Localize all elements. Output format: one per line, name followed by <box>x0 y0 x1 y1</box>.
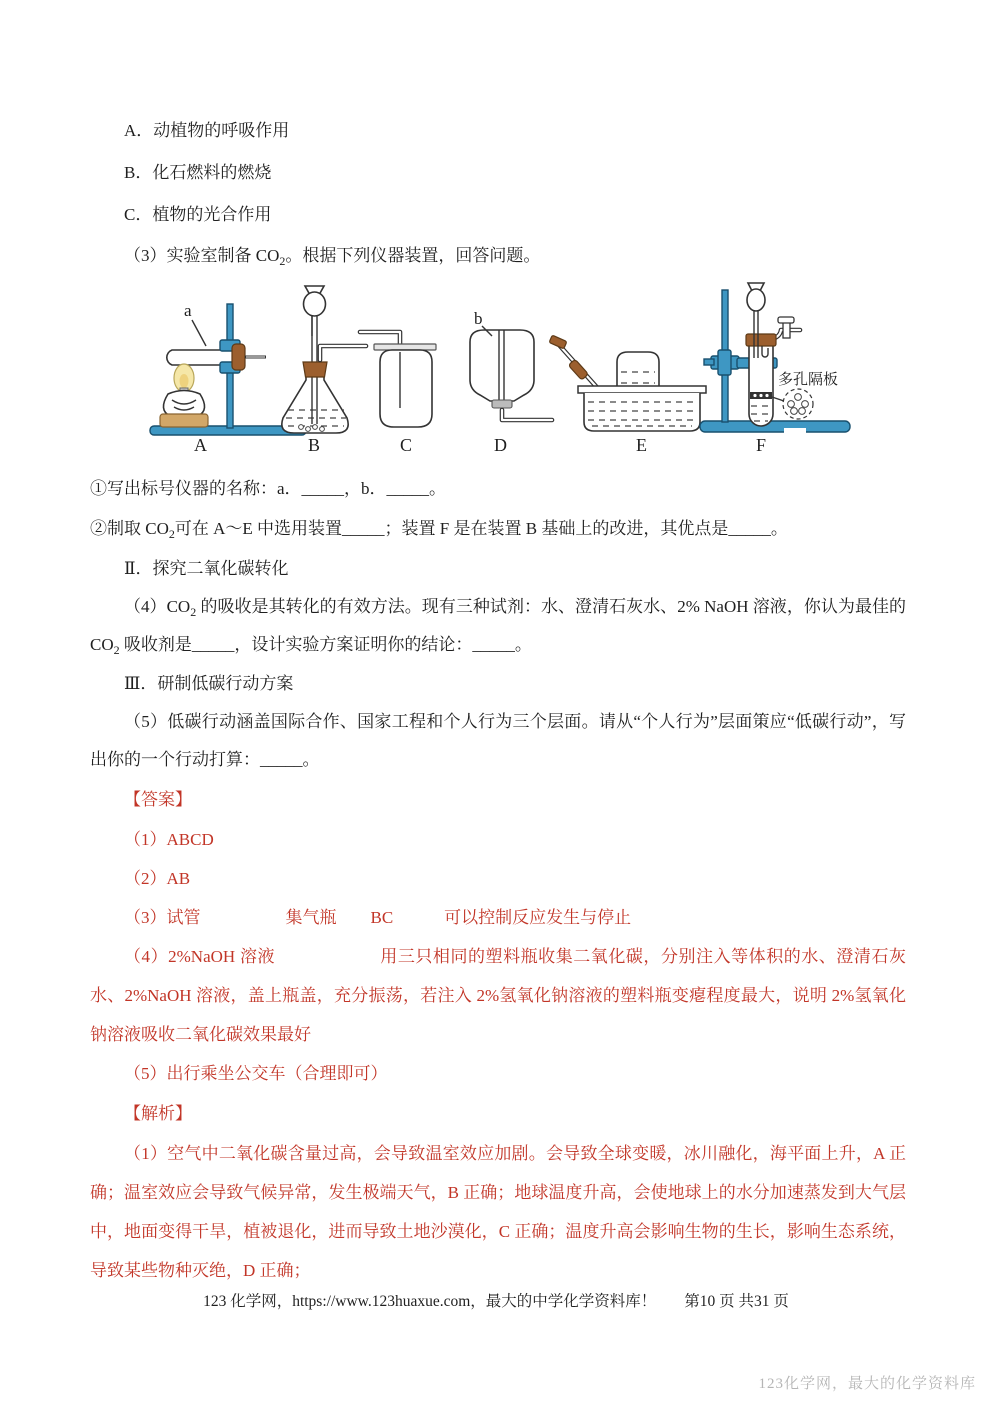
apparatus-E-water-trough <box>549 335 706 455</box>
question-3-sub1: ①写出标号仪器的名称：a．_____，b．_____。 <box>90 479 447 498</box>
apparatus-figure <box>148 280 906 463</box>
q4-subscript-2: 2 <box>113 643 120 657</box>
option-a: A．动植物的呼吸作用 <box>124 121 290 140</box>
label-b: b <box>474 309 483 328</box>
answer-2: （2）AB <box>124 869 191 888</box>
q3-text-post: 。根据下列仪器装置，回答问题。 <box>285 246 541 265</box>
porous-plate-label: 多孔隔板 <box>778 372 839 388</box>
q4-text-mid: 的吸收是其转化的有效方法。现有三种试剂：水、澄清石灰水、2% NaOH 溶液，你认为最佳的 CO <box>90 597 906 654</box>
apparatus-A-heating-setup <box>150 301 306 455</box>
apparatus-C-gas-bottle <box>360 332 436 455</box>
label-C: C <box>400 435 413 455</box>
answer-4: （4）2%NaOH 溶液 用三只相同的塑料瓶收集二氧化碳，分别注入等体积的水、澄清石灰水、2%NaOH 溶液，盖上瓶盖，充分振荡，若注入 2%氢氧化钠溶液的塑料瓶变瘪程度最大，说明 2%氢氧化钠溶液吸收二氧化碳效果最好 <box>90 947 906 1044</box>
apparatus-B-flask-funnel <box>282 286 366 455</box>
footer-page-number: 第10 页 共31 页 <box>684 1293 789 1310</box>
answer-1: （1）ABCD <box>124 830 214 849</box>
label-B: B <box>308 435 321 455</box>
q3s2-text-post: 可在 A～E 中选用装置_____；装置 F 是在装置 B 基础上的改进，其优点是_____。 <box>174 519 788 538</box>
q3-subscript: 2 <box>279 254 286 268</box>
section-2-heading: Ⅱ．探究二氧化碳转化 <box>124 559 289 578</box>
label-A: A <box>194 435 207 455</box>
page-footer <box>0 1290 992 1314</box>
label-D: D <box>494 435 507 455</box>
watermark-text: 123化学网，最大的化学资料库 <box>758 1376 976 1392</box>
analysis-paragraph-1: （1）空气中二氧化碳含量过高，会导致温室效应加剧。会导致全球变暖，冰川融化，海平面上升，A 正确；温室效应会导致气候异常，发生极端天气，B 正确；地球温度升高，会使地球上的水分加速蒸发到大气层中，地面变得干旱，植被退化，进而导致土地沙漠化，C 正确；温度升高会影响生物的生长，影响生态系统，导致某些物种灭绝，D 正确； <box>90 1144 906 1280</box>
section-3-heading: Ⅲ．研制低碳行动方案 <box>124 674 294 693</box>
question-3-intro <box>90 236 906 276</box>
label-E: E <box>636 435 647 455</box>
apparatus-diagram <box>148 280 863 458</box>
label-F: F <box>756 435 767 455</box>
footer-site-text: 123 化学网，https://www.123huaxue.com，最大的中学化学资料库！ <box>203 1293 657 1310</box>
question-5: （5）低碳行动涵盖国际合作、国家工程和个人行为三个层面。请从“个人行为”层面策应“低碳行动”，写出你的一个行动打算：_____。 <box>90 712 906 769</box>
question-4 <box>90 588 906 664</box>
answer-5: （5）出行乘坐公交车（合理即可） <box>124 1064 388 1083</box>
label-a: a <box>184 301 192 320</box>
apparatus-D-inverted-bottle <box>470 309 552 455</box>
analysis-header: 【解析】 <box>124 1104 192 1123</box>
q4-text-pre: （4）CO <box>124 597 191 616</box>
q3-text-pre: （3）实验室制备 CO <box>124 246 280 265</box>
option-c: C．植物的光合作用 <box>124 205 272 224</box>
option-b: B．化石燃料的燃烧 <box>124 163 272 182</box>
q4-subscript-1: 2 <box>190 605 197 619</box>
question-3-sub2 <box>90 509 906 549</box>
q3s2-text-pre: ②制取 CO <box>90 519 169 538</box>
q4-text-post: 吸收剂是_____，设计实验方案证明你的结论：_____。 <box>119 635 532 654</box>
answer-3: （3）试管 集气瓶 BC 可以控制反应发生与停止 <box>124 908 632 927</box>
q3s2-subscript: 2 <box>168 527 175 541</box>
answer-header: 【答案】 <box>124 790 192 809</box>
apparatus-F-improved-generator <box>700 283 850 455</box>
